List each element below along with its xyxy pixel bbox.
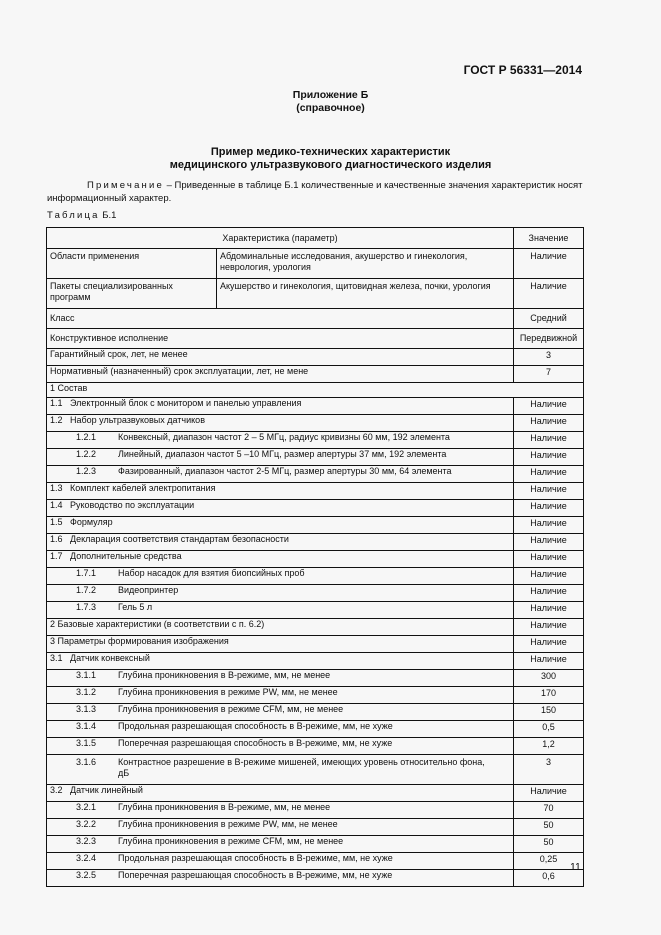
row-label: Глубина проникновения в режиме PW, мм, не менее xyxy=(118,819,338,829)
document-title-line1: Пример медико-технических характеристик xyxy=(210,146,451,158)
row-number: 1.2 xyxy=(50,415,63,425)
row-number: 3.1.6 xyxy=(76,757,97,767)
table-row xyxy=(47,551,584,568)
row-number: 3.2.4 xyxy=(76,853,97,863)
table-caption xyxy=(47,210,116,221)
note-lead: Примечание xyxy=(87,180,164,191)
row-label: Контрастное разрешение в В-режиме мишеней, имеющих уровень относительно фона, дБ xyxy=(118,757,485,778)
document-title-line2: медицинского ультразвукового диагностического изделия xyxy=(169,159,492,171)
row-value: 300 xyxy=(514,670,584,687)
row-value: Наличие xyxy=(514,432,584,449)
row-label: Формуляр xyxy=(70,517,113,527)
row-label: Линейный, диапазон частот 5 –10 МГц, размер апертуры 37 мм, 192 элемента xyxy=(118,449,447,459)
table-row xyxy=(47,585,584,602)
row-number: 1.3 xyxy=(50,483,63,493)
annex-title: Приложение Б xyxy=(292,89,369,101)
row-label-cell xyxy=(47,704,514,721)
row-label: Руководство по эксплуатации xyxy=(70,500,195,510)
section-1-title: 1 Состав xyxy=(47,383,584,398)
table-row xyxy=(47,853,584,870)
row-label: Комплект кабелей электропитания xyxy=(70,483,216,493)
row-label: Гарантийный срок, лет, не менее xyxy=(47,349,514,366)
row-label: Класс xyxy=(47,309,514,329)
row-number: 1.5 xyxy=(50,517,63,527)
row-label: Продольная разрешающая способность в В-режиме, мм, не хуже xyxy=(118,853,393,863)
row-number: 3.2.3 xyxy=(76,836,97,846)
annex-heading xyxy=(0,89,661,115)
row-label-cell xyxy=(47,449,514,466)
table-row xyxy=(47,449,584,466)
table-row xyxy=(47,653,584,670)
row-number: 1.2.3 xyxy=(76,466,97,476)
table-row xyxy=(47,279,584,309)
row-label-cell xyxy=(47,870,514,887)
row-label-cell xyxy=(47,517,514,534)
table-row xyxy=(47,721,584,738)
row-detail: Акушерство и гинекология, щитовидная железа, почки, урология xyxy=(217,279,514,309)
row-label: Глубина проникновения в В-режиме, мм, не менее xyxy=(118,670,331,680)
row-label: Продольная разрешающая способность в В-режиме, мм, не хуже xyxy=(118,721,393,731)
table-caption-number: Б.1 xyxy=(99,210,117,221)
row-value: Наличие xyxy=(514,619,584,636)
row-label: Видеопринтер xyxy=(118,585,179,595)
page-number: 11 xyxy=(570,861,581,873)
row-number: 3.1.1 xyxy=(76,670,97,680)
row-label-cell xyxy=(47,687,514,704)
row-number: 3.2.1 xyxy=(76,802,97,812)
table-row xyxy=(47,415,584,432)
note xyxy=(47,179,585,205)
row-label-cell xyxy=(47,568,514,585)
row-label: Пакеты специализированных программ xyxy=(47,279,217,309)
row-number: 3.1.5 xyxy=(76,738,97,748)
row-value: Наличие xyxy=(514,500,584,517)
table-row xyxy=(47,349,584,366)
row-label: Поперечная разрешающая способность в В-режиме, мм, не хуже xyxy=(118,870,393,880)
row-label-cell xyxy=(47,466,514,483)
section-2-row-title: 2 Базовые характеристики (в соответствии с п. 6.2) xyxy=(47,619,514,636)
row-label: Конструктивное исполнение xyxy=(47,329,514,349)
row-value: Наличие xyxy=(514,785,584,802)
row-value: 3 xyxy=(514,755,584,785)
row-label: Нормативный (назначенный) срок эксплуатации, лет, не мене xyxy=(47,366,514,383)
row-number: 3.2.2 xyxy=(76,819,97,829)
table-row xyxy=(47,483,584,500)
table-row xyxy=(47,329,584,349)
row-number: 1.4 xyxy=(50,500,63,510)
row-label-cell xyxy=(47,398,514,415)
row-value: 0,6 xyxy=(514,870,584,887)
row-value: Наличие xyxy=(514,568,584,585)
table-row xyxy=(47,755,584,785)
note-text: – Приведенные в таблице Б.1 количественные и качественные значения характеристик носят информационный характер. xyxy=(47,180,583,204)
row-label-cell xyxy=(47,670,514,687)
standard-code: ГОСТ Р 56331—2014 xyxy=(463,63,582,77)
row-value: Наличие xyxy=(514,415,584,432)
row-label-cell xyxy=(47,534,514,551)
row-value: Наличие xyxy=(514,517,584,534)
table-caption-lead: Таблица xyxy=(47,210,100,221)
row-value: 0,5 xyxy=(514,721,584,738)
row-label-cell xyxy=(47,602,514,619)
row-value: 1,2 xyxy=(514,738,584,755)
row-number: 1.2.1 xyxy=(76,432,97,442)
row-value: 70 xyxy=(514,802,584,819)
row-value: Наличие xyxy=(514,585,584,602)
row-label-cell xyxy=(47,738,514,755)
spec-table xyxy=(46,227,584,887)
table-row xyxy=(47,466,584,483)
table-row xyxy=(47,870,584,887)
row-label-cell xyxy=(47,432,514,449)
row-number: 3.1.3 xyxy=(76,704,97,714)
document-title xyxy=(0,146,661,172)
row-label: Глубина проникновения в В-режиме, мм, не менее xyxy=(118,802,331,812)
row-number: 3.1 xyxy=(50,653,63,663)
row-label-cell xyxy=(47,551,514,568)
row-label-cell xyxy=(47,836,514,853)
row-number: 1.1 xyxy=(50,398,63,408)
row-label: Декларация соответствия стандартам безопасности xyxy=(70,534,289,544)
row-value: Наличие xyxy=(514,449,584,466)
row-value: Наличие xyxy=(514,279,584,309)
row-number: 1.7.3 xyxy=(76,602,97,612)
table-row xyxy=(47,704,584,721)
row-value: 150 xyxy=(514,704,584,721)
row-label: Поперечная разрешающая способность в В-режиме, мм, не хуже xyxy=(118,738,393,748)
row-value: 170 xyxy=(514,687,584,704)
table-row xyxy=(47,517,584,534)
header-value: Значение xyxy=(514,228,584,249)
row-value: 50 xyxy=(514,836,584,853)
row-value: Наличие xyxy=(514,653,584,670)
row-label: Набор насадок для взятия биопсийных проб xyxy=(118,568,305,578)
row-number: 1.2.2 xyxy=(76,449,97,459)
row-value: Передвижной xyxy=(514,329,584,349)
annex-subtitle: (справочное) xyxy=(296,102,365,114)
row-label: Фазированный, диапазон частот 2-5 МГц, размер апертуры 30 мм, 64 элемента xyxy=(118,466,452,476)
row-number: 3.1.2 xyxy=(76,687,97,697)
row-number: 3.2 xyxy=(50,785,63,795)
section-1-row xyxy=(47,383,584,398)
table-row xyxy=(47,836,584,853)
row-label-cell xyxy=(47,755,514,785)
row-number: 1.7 xyxy=(50,551,63,561)
row-detail: Абдоминальные исследования, акушерство и гинекология, неврология, урология xyxy=(217,249,514,279)
row-number: 1.6 xyxy=(50,534,63,544)
table-row xyxy=(47,670,584,687)
row-value: Наличие xyxy=(514,636,584,653)
row-label: Конвексный, диапазон частот 2 – 5 МГц, радиус кривизны 60 мм, 192 элемента xyxy=(118,432,450,442)
row-number: 1.7.1 xyxy=(76,568,97,578)
table-row xyxy=(47,500,584,517)
table-row xyxy=(47,819,584,836)
row-value: 3 xyxy=(514,349,584,366)
row-value: 7 xyxy=(514,366,584,383)
table-row xyxy=(47,738,584,755)
section-3-row-title: 3 Параметры формирования изображения xyxy=(47,636,514,653)
row-value: Наличие xyxy=(514,466,584,483)
row-value: Наличие xyxy=(514,483,584,500)
row-label-cell xyxy=(47,853,514,870)
row-label-cell xyxy=(47,819,514,836)
row-value: Наличие xyxy=(514,249,584,279)
row-label: Электронный блок с монитором и панелью управления xyxy=(70,398,302,408)
table-row xyxy=(47,687,584,704)
row-label: Области применения xyxy=(47,249,217,279)
row-label-cell xyxy=(47,483,514,500)
row-number: 3.2.5 xyxy=(76,870,97,880)
row-label: Дополнительные средства xyxy=(70,551,182,561)
row-label-cell xyxy=(47,785,514,802)
table-row xyxy=(47,398,584,415)
row-label: Датчик линейный xyxy=(70,785,143,795)
section-2-row xyxy=(47,619,584,636)
table-row xyxy=(47,534,584,551)
row-value: 50 xyxy=(514,819,584,836)
section-3-row xyxy=(47,636,584,653)
row-label: Набор ультразвуковых датчиков xyxy=(70,415,205,425)
row-label-cell xyxy=(47,500,514,517)
row-label-cell xyxy=(47,653,514,670)
table-row xyxy=(47,802,584,819)
row-label: Глубина проникновения в режиме PW, мм, не менее xyxy=(118,687,338,697)
table-row xyxy=(47,602,584,619)
header-characteristic: Характеристика (параметр) xyxy=(47,228,514,249)
table-row xyxy=(47,785,584,802)
table-row xyxy=(47,432,584,449)
row-value: Наличие xyxy=(514,534,584,551)
row-label: Глубина проникновения в режиме CFM, мм, не менее xyxy=(118,704,344,714)
table-row xyxy=(47,568,584,585)
row-number: 1.7.2 xyxy=(76,585,97,595)
row-label: Гель 5 л xyxy=(118,602,153,612)
table-header-row xyxy=(47,228,584,249)
table-row xyxy=(47,249,584,279)
row-label-cell xyxy=(47,415,514,432)
table-row xyxy=(47,366,584,383)
table-row xyxy=(47,309,584,329)
row-value: Наличие xyxy=(514,602,584,619)
row-number: 3.1.4 xyxy=(76,721,97,731)
row-label-cell xyxy=(47,721,514,738)
row-value: Наличие xyxy=(514,398,584,415)
row-label: Датчик конвексный xyxy=(70,653,150,663)
row-label: Глубина проникновения в режиме CFM, мм, не менее xyxy=(118,836,344,846)
row-label-cell xyxy=(47,802,514,819)
row-value: Средний xyxy=(514,309,584,329)
row-label-cell xyxy=(47,585,514,602)
row-value: Наличие xyxy=(514,551,584,568)
row-value: 0,25 xyxy=(514,853,584,870)
